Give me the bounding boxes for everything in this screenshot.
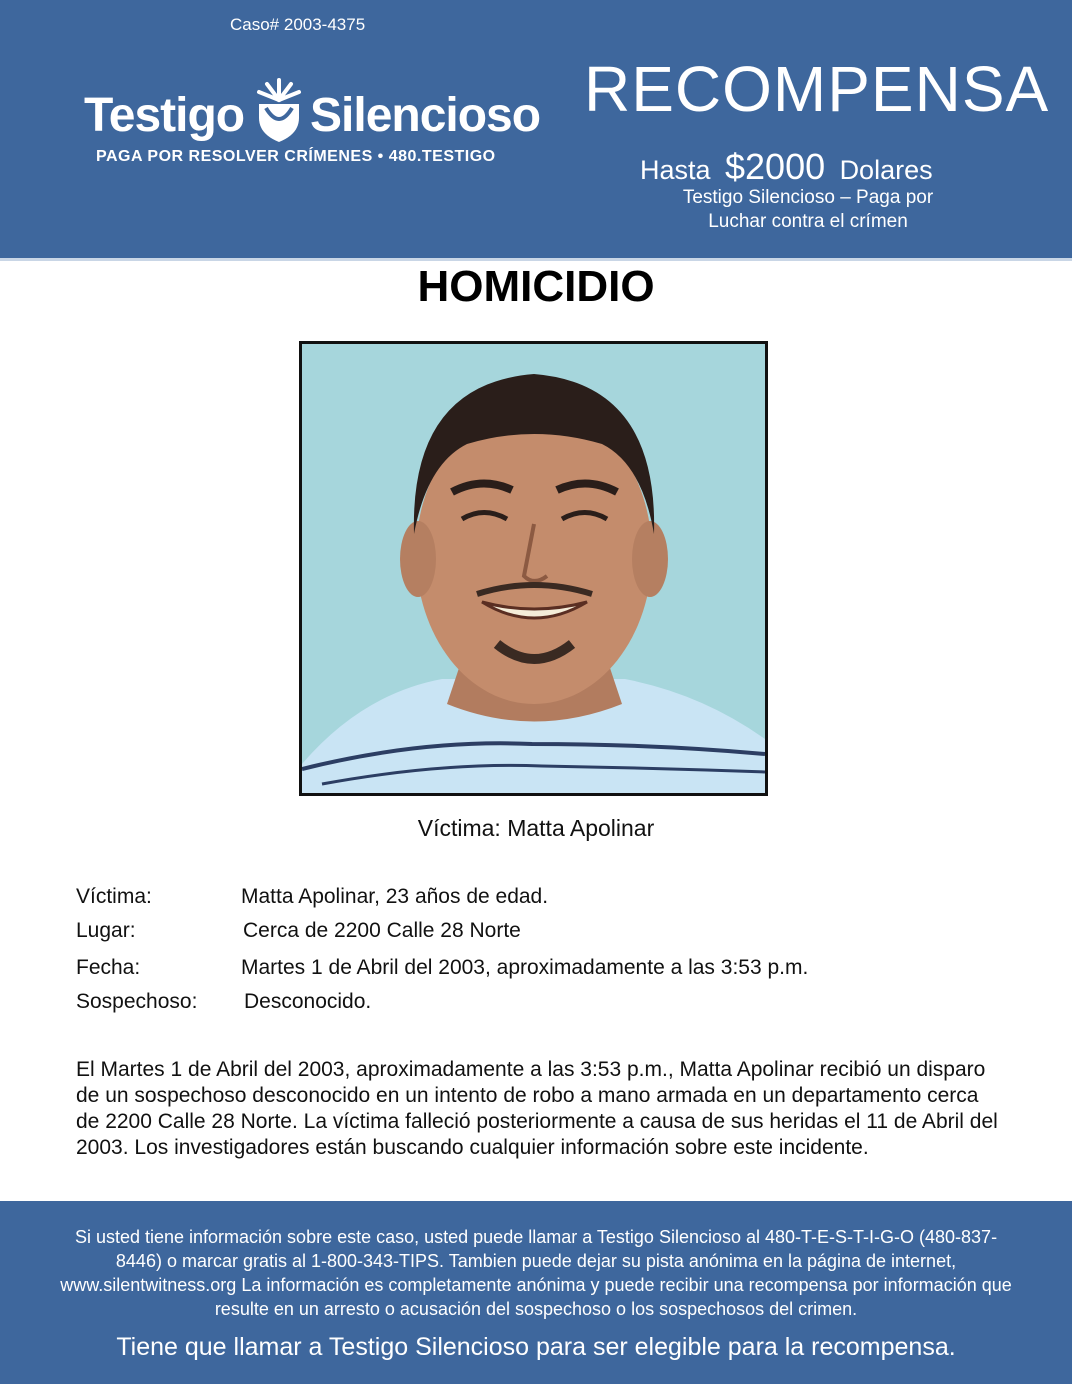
case-number: Caso# 2003-4375: [230, 15, 366, 34]
reward-subtitle-line-1: Testigo Silencioso – Paga por: [682, 187, 934, 208]
detail-value: Cerca de 2200 Calle 28 Norte: [243, 919, 521, 942]
detail-label: Sospechoso:: [76, 990, 198, 1013]
detail-label: Víctima:: [76, 885, 152, 908]
header-divider: [0, 258, 1072, 261]
crime-type-heading: HOMICIDIO: [417, 262, 655, 311]
header-banner: [0, 0, 1072, 258]
reward-subtitle-line-2: Luchar contra el crímen: [708, 211, 908, 232]
detail-label: Fecha:: [76, 956, 141, 979]
footer-banner: [0, 1201, 1072, 1384]
reward-title: RECOMPENSA: [584, 53, 1050, 125]
detail-value: Desconocido.: [244, 990, 372, 1013]
photo-caption: Víctima: Matta Apolinar: [417, 815, 655, 841]
reward-subtitle: [640, 186, 976, 234]
logo-word-silencioso: Silencioso: [310, 89, 541, 142]
reward-prefix: Hasta: [640, 155, 711, 185]
victim-portrait-illustration: [302, 344, 765, 793]
reward-amount-line: [640, 146, 933, 188]
shield-icon: [254, 78, 304, 144]
detail-label: Lugar:: [76, 919, 136, 942]
victim-photo: [299, 341, 768, 796]
detail-value: Matta Apolinar, 23 años de edad.: [241, 885, 549, 908]
logo-tagline: PAGA POR RESOLVER CRÍMENES • 480.TESTIGO: [96, 148, 496, 165]
footer-call-to-action: Tiene que llamar a Testigo Silencioso para ser elegible para la recompensa.: [116, 1333, 956, 1361]
testigo-silencioso-logo: [84, 78, 544, 178]
reward-amount: $2000: [725, 146, 826, 187]
case-narrative: El Martes 1 de Abril del 2003, aproximadamente a las 3:53 p.m., Matta Apolinar recibió un disparo de un sospechoso desconocido en un intento de robo a mano armada en un departamento cerca de 2200 Calle 28 Norte. La víctima falleció posteriormente a causa de sus heridas el 11 de Abril del 2003. Los investigadores están buscando cualquier información sobre este incidente.: [76, 1058, 998, 1159]
footer-contact-info: Si usted tiene información sobre este caso, usted puede llamar a Testigo Silencioso al 480-T-E-S-T-I-G-O (480-837-8446) o marcar gratis al 1-800-343-TIPS. Tambien puede dejar su pista anónima en la página de internet, www.silentwitness.org La información es completamente anónima y puede recibir una recompensa por información que resulte en un arresto o acusación del sospechoso o los sospechosos del crimen.: [60, 1227, 1012, 1319]
detail-value: Martes 1 de Abril del 2003, aproximadamente a las 3:53 p.m.: [241, 956, 809, 979]
reward-suffix: Dolares: [839, 155, 933, 185]
logo-word-testigo: Testigo: [84, 89, 245, 142]
